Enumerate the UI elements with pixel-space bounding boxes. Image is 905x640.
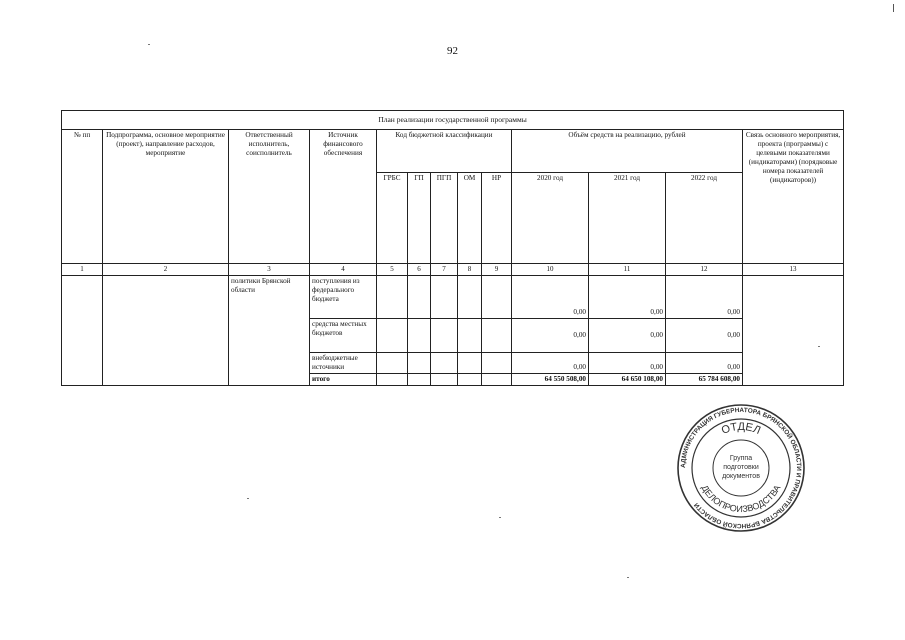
col-number: 8 bbox=[458, 264, 482, 276]
subheader-2021: 2021 год bbox=[589, 173, 666, 264]
col-number: 10 bbox=[512, 264, 589, 276]
scan-speck bbox=[627, 577, 629, 578]
cell-source: внебюджетные источники bbox=[310, 353, 377, 374]
scan-speck bbox=[148, 44, 150, 45]
cell-source: поступления из федерального бюджета bbox=[310, 276, 377, 319]
subheader-2022: 2022 год bbox=[666, 173, 743, 264]
table-title: План реализации государственной программы bbox=[62, 111, 844, 130]
cell-2020-total: 64 550 508,00 bbox=[512, 374, 589, 386]
header-subprogram: Подпрограмма, основное мероприятие (проект), направление расходов, мероприятие bbox=[103, 130, 229, 264]
cell-source-total: итого bbox=[310, 374, 377, 386]
col-number: 6 bbox=[408, 264, 431, 276]
header-source: Источник финансового обеспечения bbox=[310, 130, 377, 264]
scan-speck bbox=[818, 346, 820, 347]
cell-executor: политики Брянской области bbox=[229, 276, 310, 386]
cell-2022: 0,00 bbox=[666, 353, 743, 374]
cell-2022-total: 65 784 608,00 bbox=[666, 374, 743, 386]
scan-speck bbox=[499, 517, 501, 518]
col-number: 13 bbox=[743, 264, 844, 276]
cell-2022: 0,00 bbox=[666, 319, 743, 353]
scan-speck bbox=[247, 498, 249, 499]
table-row bbox=[62, 276, 844, 319]
header-link: Связь основного мероприятия, проекта (программы) с целевыми показателями (индикаторами) (порядковые номера показателей (индикаторов)) bbox=[743, 130, 844, 264]
col-number: 2 bbox=[103, 264, 229, 276]
cell-2021: 0,00 bbox=[589, 276, 666, 319]
cell-link-empty bbox=[743, 276, 844, 386]
col-number: 11 bbox=[589, 264, 666, 276]
col-number: 3 bbox=[229, 264, 310, 276]
cell-subprogram-empty bbox=[103, 276, 229, 386]
col-number: 4 bbox=[310, 264, 377, 276]
header-volume: Объём средств на реализацию, рублей bbox=[512, 130, 743, 173]
col-number: 5 bbox=[377, 264, 408, 276]
svg-text:ОТДЕЛ bbox=[720, 421, 762, 437]
cell-2021-total: 64 650 108,00 bbox=[589, 374, 666, 386]
col-number: 7 bbox=[431, 264, 458, 276]
cell-2022: 0,00 bbox=[666, 276, 743, 319]
subheader-2020: 2020 год bbox=[512, 173, 589, 264]
scan-mark bbox=[893, 4, 894, 12]
stamp-dept-bottom: ДЕЛОПРОИЗВОДСТВА bbox=[699, 483, 783, 515]
col-number: 9 bbox=[482, 264, 512, 276]
stamp-center-line: подготовки bbox=[723, 464, 759, 471]
col-number: 1 bbox=[62, 264, 103, 276]
subheader-pgp: ПГП bbox=[431, 173, 458, 264]
header-executor: Ответственный исполнитель, соисполнитель bbox=[229, 130, 310, 264]
stamp-seal-icon bbox=[675, 402, 807, 534]
stamp-center-line: документов bbox=[722, 473, 760, 480]
svg-text:ДЕЛОПРОИЗВОДСТВА bbox=[700, 483, 783, 514]
subheader-grbs: ГРБС bbox=[377, 173, 408, 264]
cell-2021: 0,00 bbox=[589, 319, 666, 353]
plan-table bbox=[61, 110, 844, 386]
subheader-gp: ГП bbox=[408, 173, 431, 264]
cell-2021: 0,00 bbox=[589, 353, 666, 374]
cell-num-empty bbox=[62, 276, 103, 386]
stamp-center-line: Группа bbox=[729, 455, 753, 462]
office-stamp bbox=[675, 402, 807, 534]
cell-source: средства местных бюджетов bbox=[310, 319, 377, 353]
stamp-dept-top: ОТДЕЛ bbox=[719, 420, 763, 438]
header-num: № пп bbox=[62, 130, 103, 264]
page-number: 92 bbox=[447, 45, 458, 57]
header-budget-code: Код бюджетной классификации bbox=[377, 130, 512, 173]
cell-2020: 0,00 bbox=[512, 276, 589, 319]
col-number: 12 bbox=[666, 264, 743, 276]
cell-2020: 0,00 bbox=[512, 319, 589, 353]
subheader-nr: НР bbox=[482, 173, 512, 264]
cell-2020: 0,00 bbox=[512, 353, 589, 374]
subheader-om: ОМ bbox=[458, 173, 482, 264]
stamp-outer-text: АДМИНИСТРАЦИЯ ГУБЕРНАТОРА БРЯНСКОЙ ОБЛАСТИ И ПРАВИТЕЛЬСТВА БРЯНСКОЙ ОБЛАСТИ bbox=[679, 406, 803, 530]
